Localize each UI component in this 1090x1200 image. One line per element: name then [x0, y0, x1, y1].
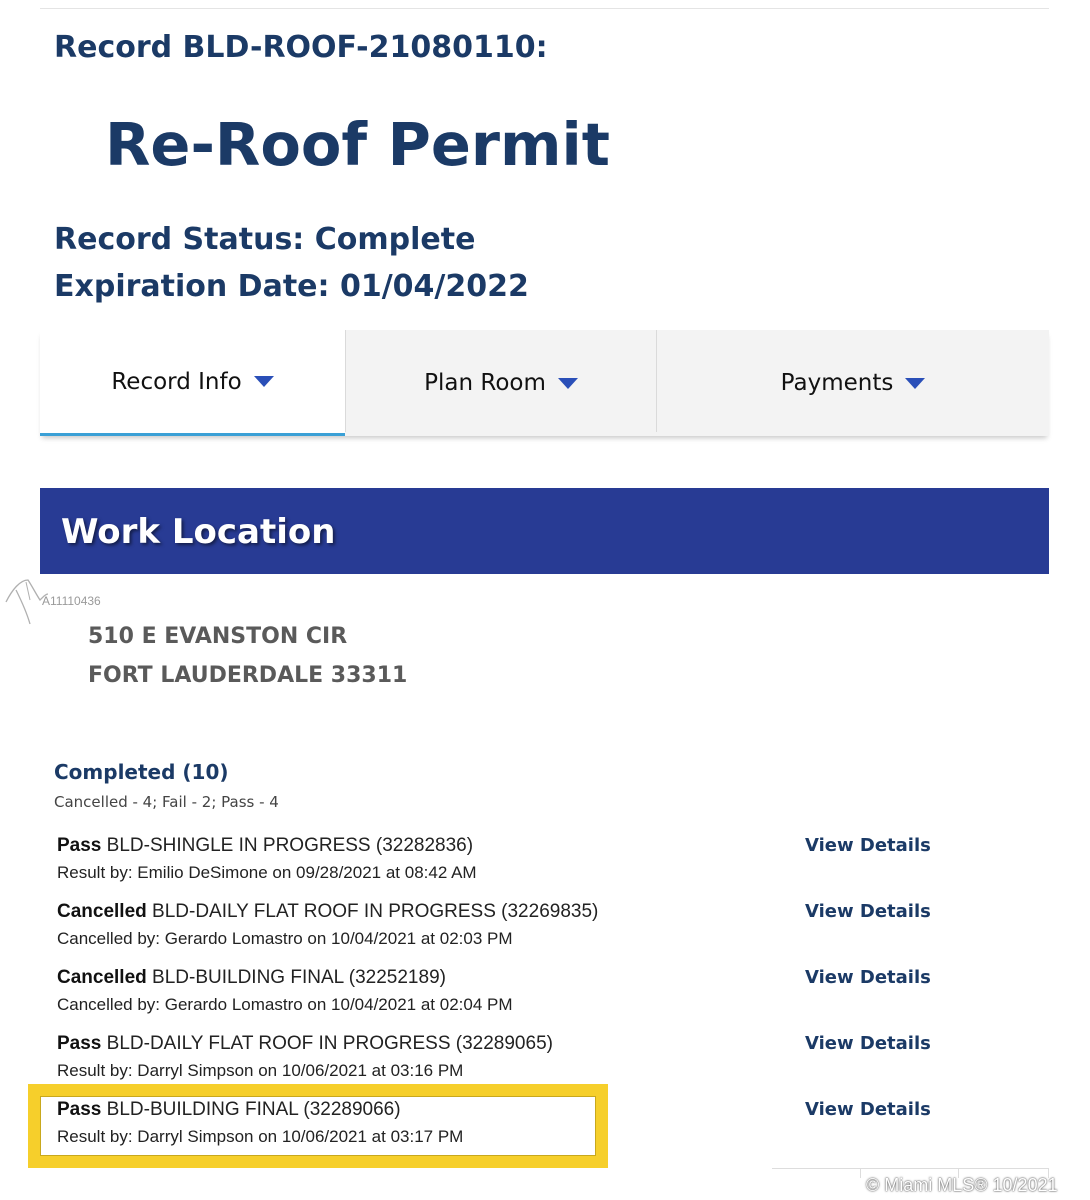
view-details-link[interactable]: View Details: [805, 901, 931, 922]
caret-down-icon: [905, 378, 925, 389]
inspection-summary: Cancelled - 4; Fail - 2; Pass - 4: [54, 793, 279, 811]
tab-label: Payments: [780, 370, 894, 396]
record-tab-bar: [40, 330, 1049, 436]
inspection-detail: Result by: Emilio DeSimone on 09/28/2021 at 08:42 AM: [57, 863, 477, 882]
tab-record-info[interactable]: [40, 330, 345, 436]
footer-divider: [772, 1168, 1049, 1169]
view-details-link[interactable]: View Details: [805, 835, 931, 856]
inspection-title: [57, 967, 446, 989]
address-line-2: FORT LAUDERDALE 33311: [88, 663, 408, 688]
caret-down-icon: [254, 376, 274, 387]
inspection-result: Cancelled: [57, 901, 147, 922]
view-details-link[interactable]: View Details: [805, 1033, 931, 1054]
highlight-inner-border: [40, 1096, 596, 1156]
inspection-name: BLD-DAILY FLAT ROOF IN PROGRESS (32289065): [106, 1033, 553, 1054]
inspection-title: [57, 835, 473, 857]
completed-inspections-title[interactable]: Completed (10): [54, 760, 229, 784]
inspection-result: Pass: [57, 1099, 102, 1120]
inspection-result: Pass: [57, 835, 102, 856]
inspection-name: BLD-SHINGLE IN PROGRESS (32282836): [106, 835, 474, 856]
view-details-link[interactable]: View Details: [805, 1099, 931, 1120]
inspection-detail: Cancelled by: Gerardo Lomastro on 10/04/2021 at 02:04 PM: [57, 995, 513, 1014]
mls-watermark: © Miami MLS® 10/2021: [866, 1175, 1058, 1195]
inspection-name: BLD-DAILY FLAT ROOF IN PROGRESS (32269835): [152, 901, 599, 922]
inspection-detail: Result by: Darryl Simpson on 10/06/2021 at 03:16 PM: [57, 1061, 464, 1080]
address-line-1: 510 E EVANSTON CIR: [88, 624, 348, 649]
expiration-date: Expiration Date: 01/04/2022: [54, 269, 529, 304]
permit-title: Re-Roof Permit: [105, 110, 610, 179]
record-status: Record Status: Complete: [54, 222, 476, 257]
inspection-name: BLD-BUILDING FINAL (32289066): [106, 1099, 401, 1120]
inspection-detail: Cancelled by: Gerardo Lomastro on 10/04/2021 at 02:03 PM: [57, 929, 513, 948]
mls-listing-number: A11110436: [42, 594, 101, 608]
tab-plan-room[interactable]: [346, 330, 656, 436]
inspection-result: Cancelled: [57, 967, 147, 988]
top-divider: [40, 8, 1049, 9]
inspection-detail: Result by: Darryl Simpson on 10/06/2021 at 03:17 PM: [57, 1127, 464, 1146]
inspection-title: [57, 901, 598, 923]
tab-payments[interactable]: [657, 330, 1049, 436]
record-id-heading: Record BLD-ROOF-21080110:: [54, 30, 548, 65]
work-location-title: Work Location: [61, 512, 336, 552]
inspection-name: BLD-BUILDING FINAL (32252189): [152, 967, 446, 988]
footer-tick: [860, 1168, 861, 1178]
inspection-result: Pass: [57, 1033, 102, 1054]
caret-down-icon: [558, 378, 578, 389]
tab-label: Plan Room: [424, 370, 546, 396]
inspection-title: [57, 1033, 553, 1055]
tab-label: Record Info: [111, 368, 242, 395]
view-details-link[interactable]: View Details: [805, 967, 931, 988]
